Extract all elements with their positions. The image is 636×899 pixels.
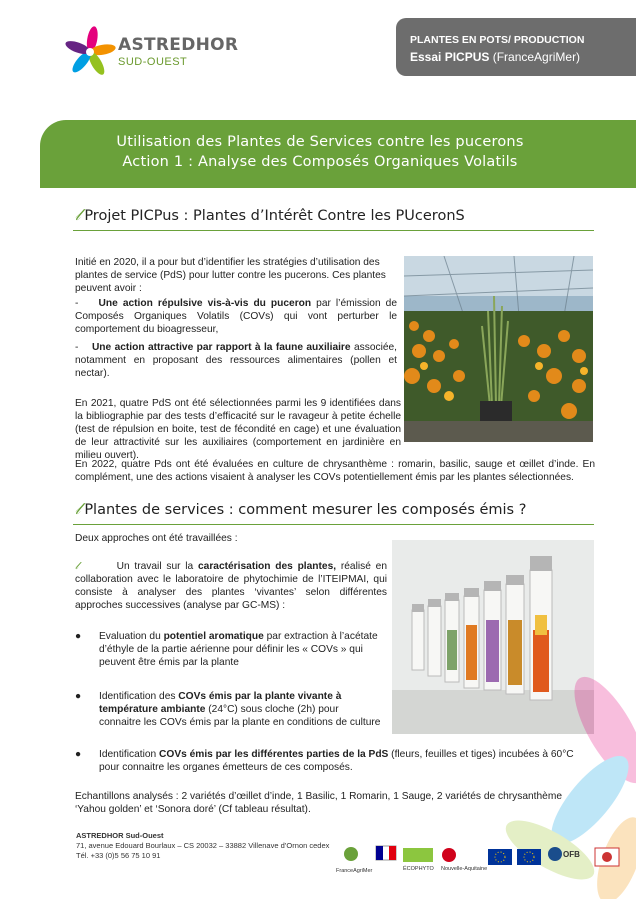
para-2021: En 2021, quatre PdS ont été sélectionnées parmi les 9 identifiées dans la bibliographie par des tests d’efficacité sur le ravageur à petite échelle (test de répulsion en boite, test de fécondité en cage) et une évaluation de leur attractivité sur les auxiliaires (comportement en jardinière en milieu ouvert). xyxy=(75,398,401,461)
b1-rest: par extraction à l’acétate d’éthyle de la partie aérienne pour définir les « COVs » qui peuvent être émis par la plante xyxy=(99,631,378,668)
work-rest: réalisé en collaboration avec le laboratoire de phytochimie de l’ITEIPMAI, qui consiste à analyser des plantes ‘vivantes’ selon différentes approches successives (analyse par GC-MS) : xyxy=(75,561,387,611)
greenhouse-photo xyxy=(404,256,593,442)
work-bold: caractérisation des plantes, xyxy=(198,561,337,572)
bullet-1 xyxy=(99,630,383,669)
footer-address xyxy=(76,831,329,861)
trial-rest: (FranceAgriMer) xyxy=(489,50,581,64)
footer-street: 71, avenue Edouard Bourlaux – CS 20032 – 33882 Villenave d’Ornon cedex xyxy=(76,841,330,850)
title-line-2: Action 1 : Analyse des Composés Organiques Volatils xyxy=(122,154,518,170)
item1-bold: Une action répulsive vis-à-vis du puceron xyxy=(98,298,312,309)
b2-rest: (24°C) sous cloche (2h) pour connaitre les COVs émis par la plante en conditions de culture xyxy=(99,704,381,728)
republique-logo xyxy=(376,846,396,860)
region-text: Nouvelle-Aquitaine xyxy=(441,866,488,872)
ecophyto-logo xyxy=(403,848,434,872)
section1-intro: Initié en 2020, il a pour but d’identifier les stratégies d’utilisation des plantes de service (PdS) pour lutter contre les pucerons. Ces plantes peuvent avoir : xyxy=(75,257,386,294)
work-pre: Un travail sur la xyxy=(116,561,198,572)
nouvelle-aquitaine-logo xyxy=(441,848,487,872)
item2-bold: Une action attractive par rapport à la faune auxiliaire xyxy=(91,342,351,353)
title-banner xyxy=(40,120,636,188)
item2-rest: associée, notamment en proposant des ressources alimentaires (pollen et nectar). xyxy=(75,342,397,379)
para-2022: En 2022, quatre Pds ont été évaluées en culture de chrysanthème : romarin, basilic, sauge et œillet d’inde. En complément, une des actions visaient à analyser les COVs potentiellement émis par les plantes sélectionnées. xyxy=(75,459,595,483)
item1-rest: par l’émission de Composés Organiques Volatils (COVs) qui vont perturber le comportement du bioagresseur, xyxy=(75,298,398,335)
franceagrimer-text: FranceAgriMer xyxy=(336,868,373,874)
leaf-icon: 𝓁 xyxy=(75,499,81,518)
section1-item1: - Une action répulsive vis-à-vis du puceron par l’émission de Composés Organiques Volatils (COVs) qui vont perturber le comportement du bioagresseur, xyxy=(75,298,398,335)
ecophyto-text: ÉCOPHYTO xyxy=(403,866,434,872)
category-label: PLANTES EN POTS/ PRODUCTION xyxy=(410,34,585,46)
b2-bold: COVs émis par la plante vivante à température ambiante xyxy=(99,691,342,715)
section1-heading xyxy=(75,205,465,225)
franceagrimer-logo xyxy=(336,847,373,874)
b3-rest: (fleurs, feuilles et tiges) incubées à 60°C pour connaitre les organes émetteurs de ces composés. xyxy=(99,749,574,773)
footer-org: ASTREDHOR Sud-Ouest xyxy=(76,831,164,840)
section1-divider xyxy=(73,230,594,231)
leaf-icon: 𝓁 xyxy=(75,205,81,224)
eu-flag-icon xyxy=(517,849,541,865)
section2-heading xyxy=(75,499,526,519)
b1-bold: potentiel aromatique xyxy=(163,631,264,642)
bullet-dot-2: ● xyxy=(75,691,82,702)
trial-bold: Essai PICPUS xyxy=(410,50,490,64)
ofb-logo xyxy=(548,847,580,861)
ofb-text: OFB xyxy=(563,850,580,859)
section1-item2: - Une action attractive par rapport à la faune auxiliaire associée, notamment en proposant des ressources alimentaires (pollen et nectar). xyxy=(75,342,397,379)
partner-logo xyxy=(595,848,619,866)
samples-paragraph: Echantillons analysés : 2 variétés d’œillet d’inde, 1 Basilic, 1 Romarin, 1 Sauge, 2 variétés de chrysanthème ‘Yahou golden’ et ‘Sonora doré’ (Cf tableau résultat). xyxy=(75,791,562,815)
b2-pre: Identification des xyxy=(99,691,179,702)
b1-pre: Evaluation du xyxy=(99,631,164,642)
bullet-dot-1: ● xyxy=(75,631,82,642)
section1-title: Projet PICPus : Plantes d’Intérêt Contre les PUceronS xyxy=(84,208,465,224)
eu-flag-icon xyxy=(488,849,512,865)
work-paragraph xyxy=(75,560,387,612)
partner-logos xyxy=(333,844,633,880)
bullet-2 xyxy=(99,690,383,729)
leaf-icon: 𝓁 xyxy=(75,561,79,572)
b3-bold: COVs émis par les différentes parties de la PdS xyxy=(159,749,389,760)
footer-phone: Tél. +33 (0)5 56 75 10 91 xyxy=(76,851,161,860)
category-box xyxy=(396,18,636,76)
logo-name: ASTREDHOR xyxy=(118,35,239,55)
logo-subtitle: SUD-OUEST xyxy=(118,56,188,68)
title-line-1: Utilisation des Plantes de Services contre les pucerons xyxy=(116,134,524,150)
b3-pre: Identification xyxy=(99,749,160,760)
bullet-dot-3: ● xyxy=(75,749,82,760)
trial-label xyxy=(410,50,580,64)
section2-divider xyxy=(73,524,594,525)
section2-intro: Deux approches ont été travaillées : xyxy=(75,533,238,544)
section2-title: Plantes de services : comment mesurer les composés émis ? xyxy=(84,502,527,518)
